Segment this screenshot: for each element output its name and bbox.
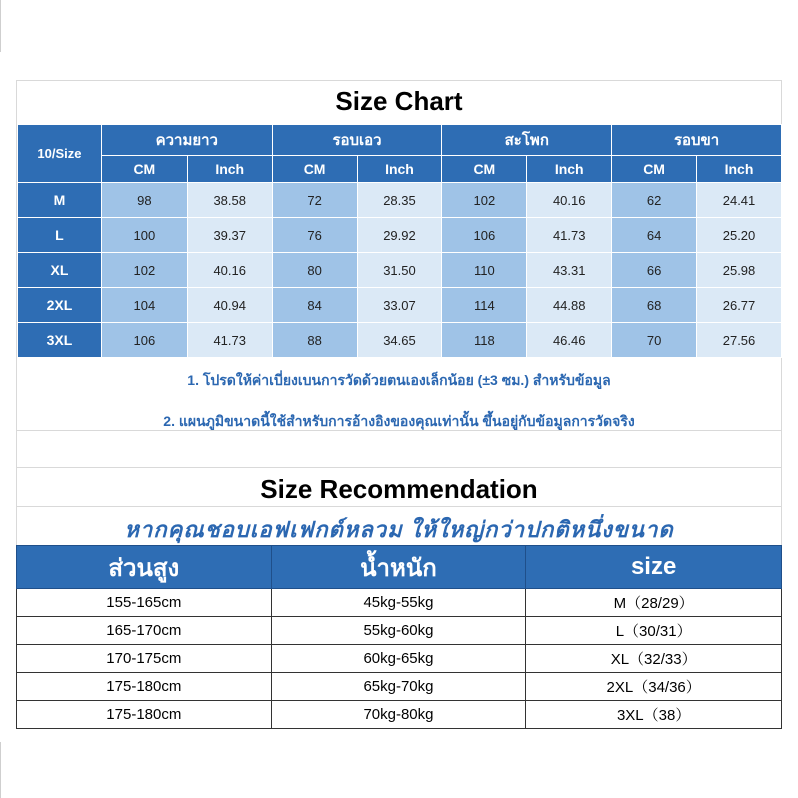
cm-value-cell: 118 bbox=[442, 323, 527, 358]
unit-header-inch: Inch bbox=[697, 156, 782, 183]
cm-value-cell: 102 bbox=[442, 183, 527, 218]
cm-value-cell: 62 bbox=[612, 183, 697, 218]
cm-value-cell: 88 bbox=[272, 323, 357, 358]
note-reference-only: 2. แผนภูมิขนาดนี้ใช้สำหรับการอ้างอิงของคุณเท่านั้น ขึ้นอยู่กับข้อมูลการวัดจริง bbox=[163, 413, 635, 429]
size-recommendation-title: Size Recommendation bbox=[260, 474, 538, 504]
size-label: L bbox=[18, 218, 102, 253]
size-chart-row bbox=[18, 288, 782, 323]
cm-value-cell: 110 bbox=[442, 253, 527, 288]
size-cell: M（28/29） bbox=[526, 589, 782, 617]
inch-value-cell: 46.46 bbox=[527, 323, 612, 358]
weight-column-header: น้ำหนัก bbox=[271, 546, 526, 589]
height-cell: 155-165cm bbox=[17, 589, 272, 617]
size-chart-row bbox=[18, 253, 782, 288]
divider bbox=[16, 506, 782, 507]
size-label: 3XL bbox=[18, 323, 102, 358]
height-cell: 175-180cm bbox=[17, 673, 272, 701]
cm-value-cell: 76 bbox=[272, 218, 357, 253]
unit-header-cm: CM bbox=[272, 156, 357, 183]
size-column-header: size bbox=[526, 546, 782, 589]
cm-value-cell: 66 bbox=[612, 253, 697, 288]
unit-header-cm: CM bbox=[101, 156, 187, 183]
group-header-waist: รอบเอว bbox=[272, 125, 442, 156]
cm-value-cell: 114 bbox=[442, 288, 527, 323]
inch-value-cell: 31.50 bbox=[357, 253, 442, 288]
size-chart-table bbox=[17, 124, 782, 358]
recommendation-row bbox=[17, 701, 782, 729]
cm-value-cell: 70 bbox=[612, 323, 697, 358]
inch-value-cell: 41.73 bbox=[187, 323, 272, 358]
inch-value-cell: 29.92 bbox=[357, 218, 442, 253]
unit-header-inch: Inch bbox=[357, 156, 442, 183]
inch-value-cell: 25.20 bbox=[697, 218, 782, 253]
weight-cell: 70kg-80kg bbox=[271, 701, 526, 729]
weight-cell: 45kg-55kg bbox=[271, 589, 526, 617]
unit-header-inch: Inch bbox=[527, 156, 612, 183]
inch-value-cell: 40.16 bbox=[527, 183, 612, 218]
weight-cell: 65kg-70kg bbox=[271, 673, 526, 701]
inch-value-cell: 38.58 bbox=[187, 183, 272, 218]
group-header-hip: สะโพก bbox=[442, 125, 612, 156]
size-label: XL bbox=[18, 253, 102, 288]
inch-value-cell: 43.31 bbox=[527, 253, 612, 288]
edge-line-top bbox=[0, 0, 1, 52]
size-chart-row bbox=[18, 183, 782, 218]
inch-value-cell: 40.16 bbox=[187, 253, 272, 288]
unit-header-inch: Inch bbox=[187, 156, 272, 183]
size-recommendation-table bbox=[16, 545, 782, 729]
height-cell: 175-180cm bbox=[17, 701, 272, 729]
recommendation-row bbox=[17, 645, 782, 673]
height-column-header: ส่วนสูง bbox=[17, 546, 272, 589]
recommendation-row bbox=[17, 673, 782, 701]
inch-value-cell: 40.94 bbox=[187, 288, 272, 323]
size-chart-row bbox=[18, 323, 782, 358]
weight-cell: 55kg-60kg bbox=[271, 617, 526, 645]
cm-value-cell: 106 bbox=[101, 323, 187, 358]
size-label: 2XL bbox=[18, 288, 102, 323]
inch-value-cell: 33.07 bbox=[357, 288, 442, 323]
cm-value-cell: 100 bbox=[101, 218, 187, 253]
inch-value-cell: 27.56 bbox=[697, 323, 782, 358]
group-header-length: ความยาว bbox=[101, 125, 272, 156]
cm-value-cell: 84 bbox=[272, 288, 357, 323]
inch-value-cell: 44.88 bbox=[527, 288, 612, 323]
cm-value-cell: 64 bbox=[612, 218, 697, 253]
cm-value-cell: 80 bbox=[272, 253, 357, 288]
unit-header-cm: CM bbox=[442, 156, 527, 183]
weight-cell: 60kg-65kg bbox=[271, 645, 526, 673]
size-cell: XL（32/33） bbox=[526, 645, 782, 673]
recommendation-row bbox=[17, 589, 782, 617]
size-cell: 3XL（38） bbox=[526, 701, 782, 729]
cm-value-cell: 68 bbox=[612, 288, 697, 323]
size-column-header: 10/Size bbox=[18, 125, 102, 183]
inch-value-cell: 24.41 bbox=[697, 183, 782, 218]
cm-value-cell: 104 bbox=[101, 288, 187, 323]
size-cell: L（30/31） bbox=[526, 617, 782, 645]
inch-value-cell: 26.77 bbox=[697, 288, 782, 323]
size-cell: 2XL（34/36） bbox=[526, 673, 782, 701]
edge-line-bottom bbox=[0, 742, 1, 798]
divider bbox=[16, 430, 782, 431]
inch-value-cell: 39.37 bbox=[187, 218, 272, 253]
group-header-leg: รอบขา bbox=[612, 125, 782, 156]
inch-value-cell: 25.98 bbox=[697, 253, 782, 288]
note-measurement-deviation: 1. โปรดให้ค่าเบี่ยงเบนการวัดด้วยตนเองเล็กน้อย (±3 ซม.) สำหรับข้อมูล bbox=[187, 372, 611, 388]
inch-value-cell: 41.73 bbox=[527, 218, 612, 253]
height-cell: 165-170cm bbox=[17, 617, 272, 645]
cm-value-cell: 106 bbox=[442, 218, 527, 253]
cm-value-cell: 98 bbox=[101, 183, 187, 218]
size-label: M bbox=[18, 183, 102, 218]
recommendation-row bbox=[17, 617, 782, 645]
inch-value-cell: 28.35 bbox=[357, 183, 442, 218]
unit-header-cm: CM bbox=[612, 156, 697, 183]
cm-value-cell: 102 bbox=[101, 253, 187, 288]
height-cell: 170-175cm bbox=[17, 645, 272, 673]
size-chart-row bbox=[18, 218, 782, 253]
cm-value-cell: 72 bbox=[272, 183, 357, 218]
size-chart-title: Size Chart bbox=[335, 86, 463, 116]
recommendation-slogan: หากคุณชอบเอฟเฟกต์หลวม ให้ใหญ่กว่าปกติหนึ่งขนาด bbox=[124, 517, 674, 542]
inch-value-cell: 34.65 bbox=[357, 323, 442, 358]
